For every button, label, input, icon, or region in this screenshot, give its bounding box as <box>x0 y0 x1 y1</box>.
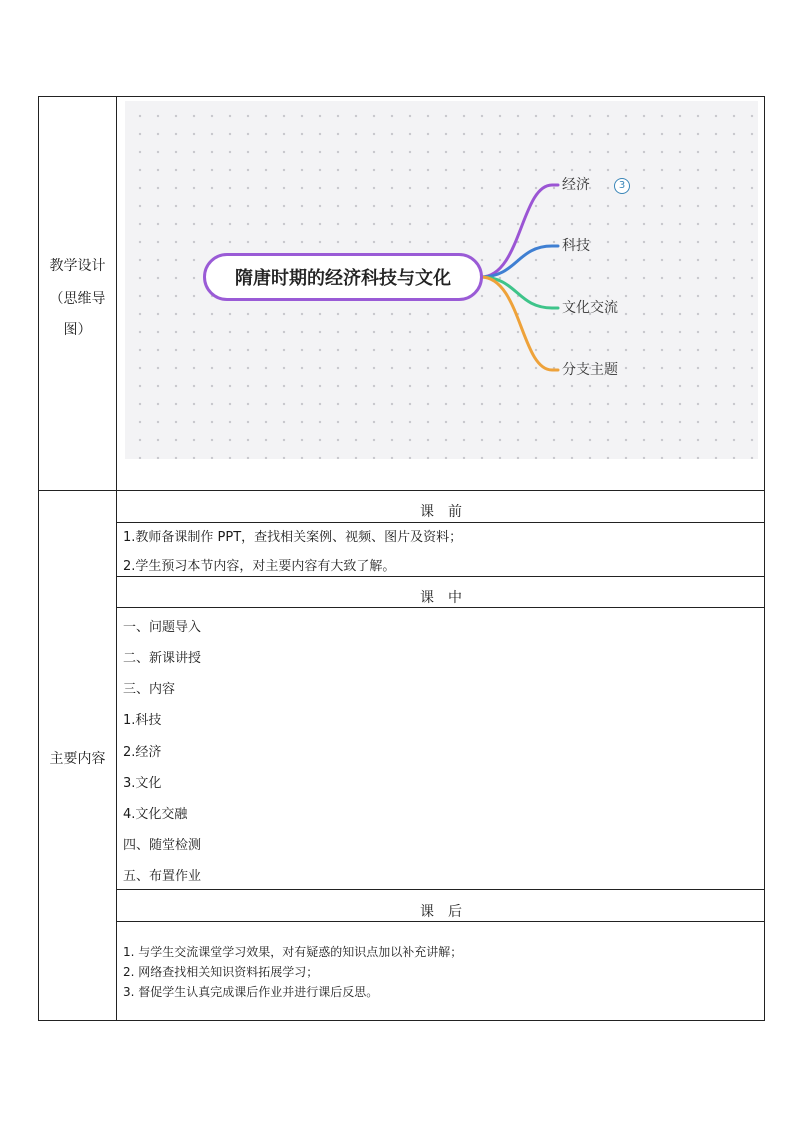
divider <box>117 522 765 523</box>
divider <box>117 921 765 922</box>
after-class-item-3: 3. 督促学生认真完成课后作业并进行课后反思。 <box>123 985 379 999</box>
branch-connector-subtopic <box>481 277 558 370</box>
before-class-heading: 课 前 <box>420 504 462 520</box>
in-class-item: 3.文化 <box>123 776 162 791</box>
in-class-heading: 课 中 <box>420 590 462 606</box>
in-class-item: 4.文化交融 <box>123 807 188 822</box>
in-class-item: 一、问题导入 <box>123 620 202 635</box>
branch-topic-subtopic[interactable]: 分支主题 <box>562 362 618 378</box>
branch-topic-culture-exchange[interactable]: 文化交流 <box>562 300 618 316</box>
in-class-item: 2.经济 <box>123 745 162 760</box>
in-class-item: 五、布置作业 <box>123 869 202 884</box>
branch-topic-technology[interactable]: 科技 <box>562 238 590 254</box>
before-class-item-2: 2.学生预习本节内容，对主要内容有大致了解。 <box>123 559 396 574</box>
after-class-item-2: 2. 网络查找相关知识资料拓展学习； <box>123 965 319 979</box>
before-class-item-1: 1.教师备课制作 PPT，查找相关案例、视频、图片及资料； <box>123 530 463 545</box>
divider <box>117 607 765 608</box>
row-divider <box>39 490 764 491</box>
in-class-item: 四、随堂检测 <box>123 838 202 853</box>
divider <box>117 576 765 577</box>
in-class-item: 二、新课讲授 <box>123 651 202 666</box>
after-class-item-1: 1. 与学生交流课堂学习效果，对有疑惑的知识点加以补充讲解； <box>123 945 463 959</box>
in-class-item: 1.科技 <box>123 713 162 728</box>
after-class-heading: 课 后 <box>420 904 462 920</box>
divider <box>117 889 765 890</box>
content-label: 主要内容 <box>49 751 106 767</box>
design-label-line-3: 图） <box>63 322 92 338</box>
branch-connector-economy <box>481 185 558 277</box>
in-class-item: 三、内容 <box>123 682 176 697</box>
lesson-plan-table <box>38 96 765 1021</box>
mind-map-canvas[interactable] <box>125 101 758 459</box>
central-topic[interactable]: 隋唐时期的经济科技与文化 <box>203 253 483 301</box>
design-label-line-1: 教学设计 <box>49 258 106 274</box>
branch-topic-economy[interactable]: 经济 <box>562 177 590 193</box>
collapsed-count-badge[interactable]: 3 <box>614 178 630 194</box>
column-divider <box>116 97 117 1020</box>
design-label-line-2: （思维导 <box>49 291 106 307</box>
